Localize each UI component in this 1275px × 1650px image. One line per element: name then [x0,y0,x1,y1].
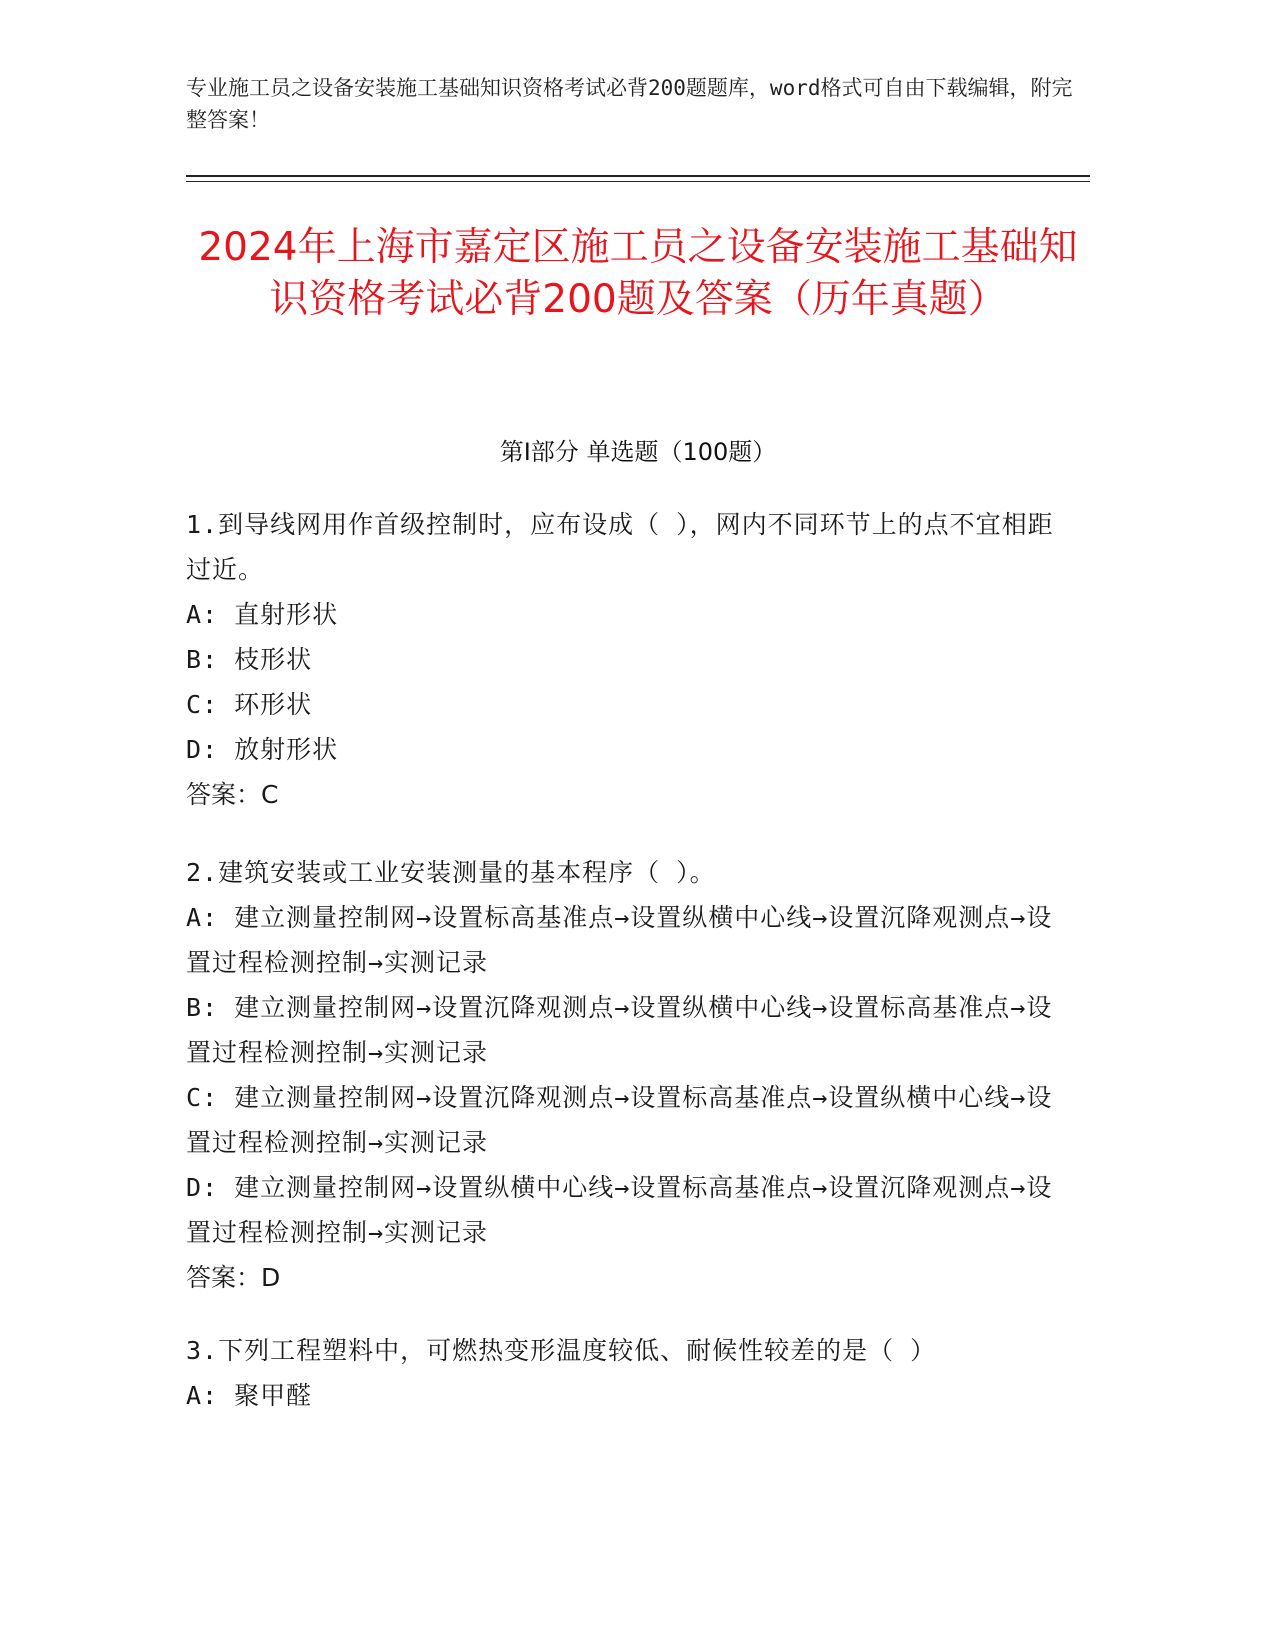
header-divider-thick [186,175,1090,177]
option-a: A: 直射形状 [186,600,339,629]
option-b: B: 枝形状 [186,645,313,674]
answer: 答案：D [186,1263,281,1292]
question-stem: 2.建筑安装或工业安装测量的基本程序（ ）。 [186,858,716,887]
option-a: A: 聚甲醛 [186,1381,313,1410]
question-1 [186,502,1066,817]
option-b: B: 建立测量控制网→设置沉降观测点→设置纵横中心线→设置标高基准点→设置过程检测控制→实测记录 [186,993,1053,1067]
document-title: 2024年上海市嘉定区施工员之设备安装施工基础知识资格考试必背200题及答案（历年真题） [198,225,1078,322]
section-heading: 第I部分 单选题（100题） [499,438,777,466]
answer: 答案：C [186,780,279,809]
question-stem: 3.下列工程塑料中，可燃热变形温度较低、耐候性较差的是（ ） [186,1336,937,1365]
header-divider-thin [186,181,1090,182]
question-stem: 1.到导线网用作首级控制时，应布设成（ ），网内不同环节上的点不宜相距过近。 [186,510,1054,584]
option-d: D: 建立测量控制网→设置纵横中心线→设置标高基准点→设置沉降观测点→设置过程检测控制→实测记录 [186,1173,1053,1247]
option-a: A: 建立测量控制网→设置标高基准点→设置纵横中心线→设置沉降观测点→设置过程检测控制→实测记录 [186,903,1053,977]
header-note: 专业施工员之设备安装施工基础知识资格考试必背200题题库，word格式可自由下载编辑，附完整答案！ [186,76,1073,132]
option-c: C: 环形状 [186,690,313,719]
option-d: D: 放射形状 [186,735,339,764]
question-2 [186,850,1066,1300]
option-c: C: 建立测量控制网→设置沉降观测点→设置标高基准点→设置纵横中心线→设置过程检测控制→实测记录 [186,1083,1053,1157]
question-3 [186,1328,1066,1418]
